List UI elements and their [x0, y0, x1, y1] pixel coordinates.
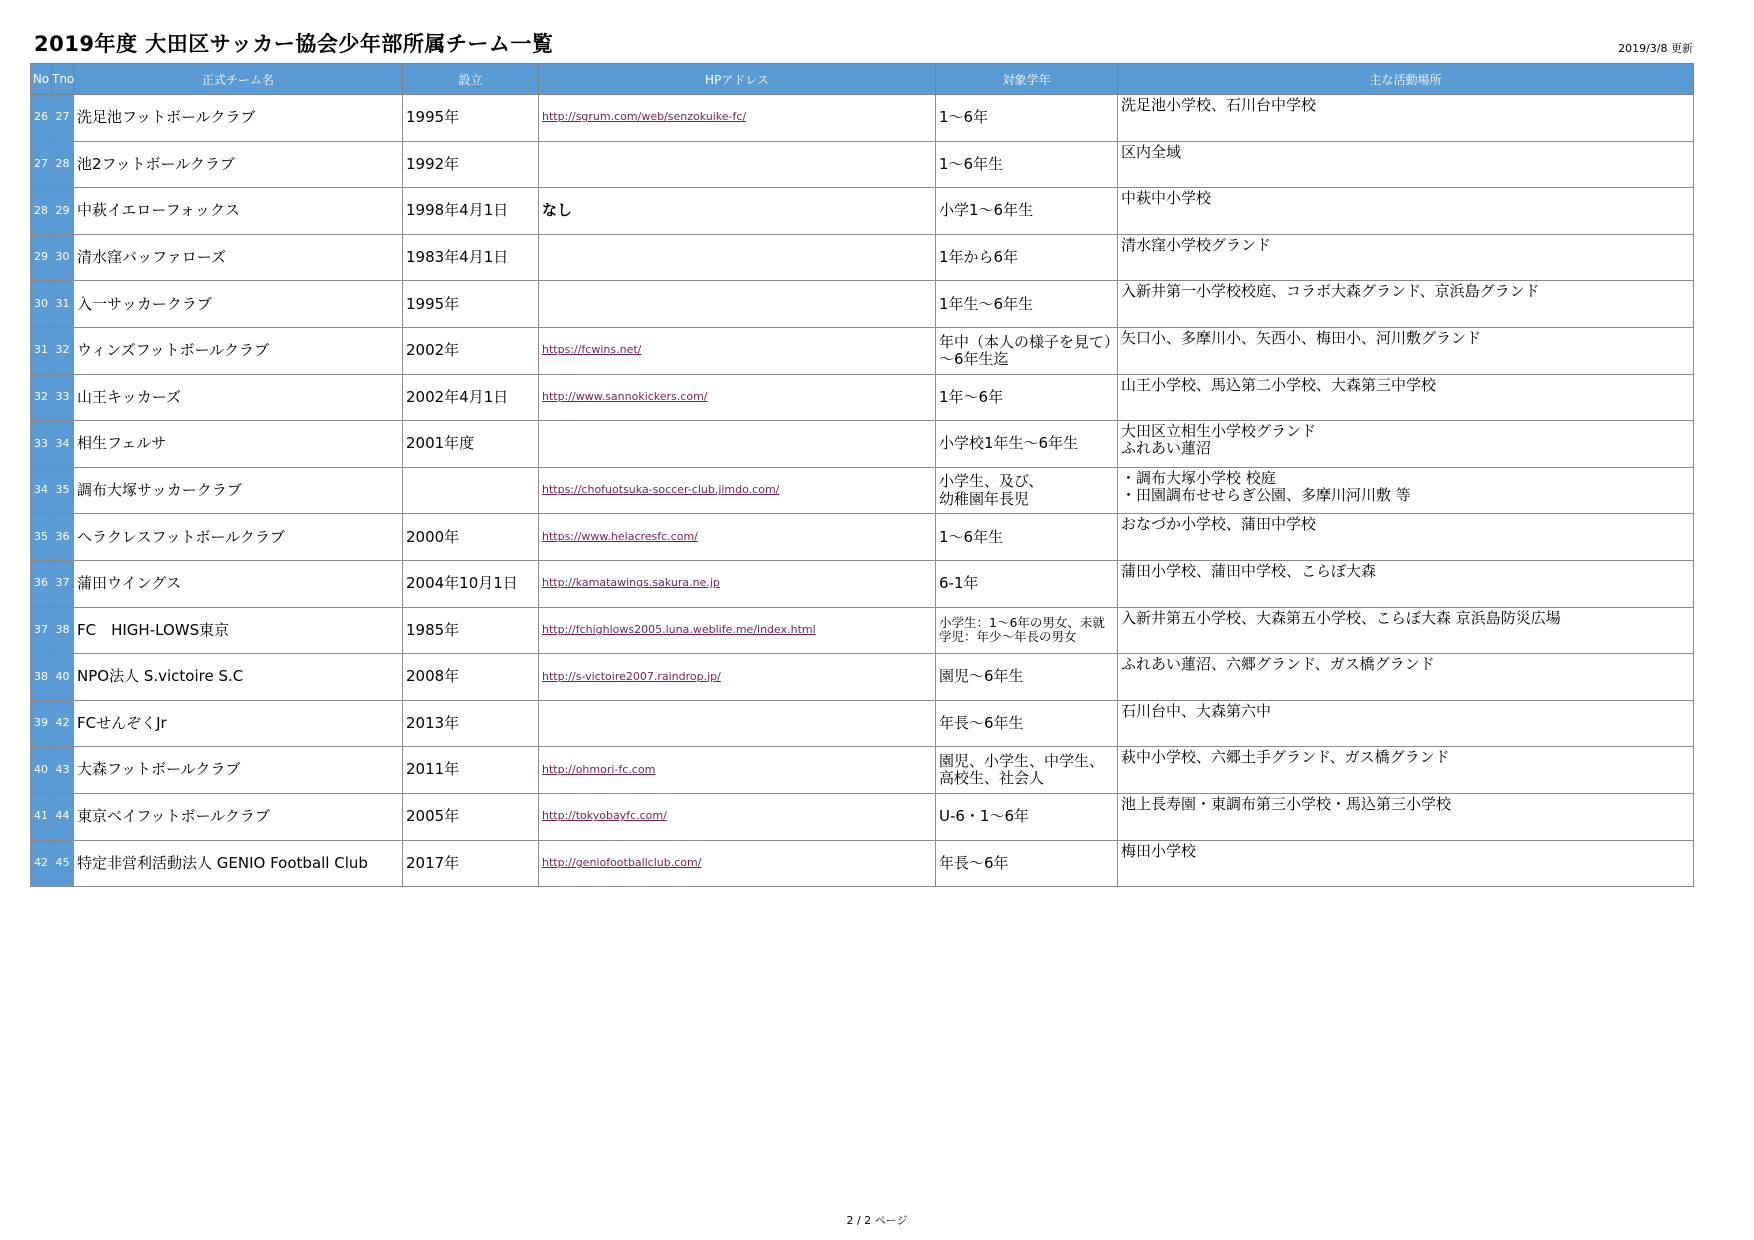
- table-row: [31, 700, 1694, 747]
- table-row: [31, 840, 1694, 887]
- table-row: [31, 514, 1694, 561]
- cell-team-name: 入一サッカークラブ: [74, 281, 403, 328]
- cell-established: 1992年: [403, 141, 539, 188]
- cell-activity-place: 山王小学校、馬込第二小学校、大森第三中学校: [1118, 374, 1694, 421]
- cell-no: 39: [31, 700, 52, 747]
- cell-no: 36: [31, 560, 52, 607]
- cell-no: 26: [31, 95, 52, 142]
- cell-tno: 34: [52, 421, 74, 468]
- cell-team-name: 清水窪バッファローズ: [74, 234, 403, 281]
- cell-activity-place: 石川台中、大森第六中: [1118, 700, 1694, 747]
- cell-team-name: 東京ベイフットボールクラブ: [74, 793, 403, 840]
- cell-hp-link[interactable]: http://tokyobayfc.com/: [539, 793, 936, 840]
- cell-no: 35: [31, 514, 52, 561]
- cell-tno: 32: [52, 327, 74, 374]
- table-row: [31, 467, 1694, 514]
- table-row: [31, 327, 1694, 374]
- cell-team-name: 相生フェルサ: [74, 421, 403, 468]
- table-row: [31, 141, 1694, 188]
- table-row: [31, 281, 1694, 328]
- cell-target-grade: 1年から6年: [936, 234, 1118, 281]
- cell-hp-link[interactable]: http://kamatawings.sakura.ne.jp: [539, 560, 936, 607]
- cell-established: 2008年: [403, 654, 539, 701]
- cell-hp-link[interactable]: http://s-victoire2007.raindrop.jp/: [539, 654, 936, 701]
- cell-target-grade: 6-1年: [936, 560, 1118, 607]
- cell-established: 1985年: [403, 607, 539, 654]
- cell-hp-link: なし: [539, 188, 936, 235]
- cell-target-grade: 年長～6年生: [936, 700, 1118, 747]
- cell-activity-place: 中萩中小学校: [1118, 188, 1694, 235]
- cell-no: 41: [31, 793, 52, 840]
- cell-established: 2013年: [403, 700, 539, 747]
- cell-team-name: NPO法人 S.victoire S.C: [74, 654, 403, 701]
- cell-activity-place: ふれあい蓮沼、六郷グランド、ガス橋グランド: [1118, 654, 1694, 701]
- cell-activity-place: 池上長寿園・東調布第三小学校・馬込第三小学校: [1118, 793, 1694, 840]
- table-row: [31, 654, 1694, 701]
- cell-team-name: 洗足池フットボールクラブ: [74, 95, 403, 142]
- cell-established: 2017年: [403, 840, 539, 887]
- table-row: [31, 188, 1694, 235]
- cell-team-name: 調布大塚サッカークラブ: [74, 467, 403, 514]
- page-title: 2019年度 大田区サッカー協会少年部所属チーム一覧: [34, 32, 554, 56]
- cell-established: 2001年度: [403, 421, 539, 468]
- cell-established: 2004年10月1日: [403, 560, 539, 607]
- cell-target-grade: 1～6年生: [936, 141, 1118, 188]
- cell-no: 27: [31, 141, 52, 188]
- cell-no: 28: [31, 188, 52, 235]
- cell-tno: 37: [52, 560, 74, 607]
- cell-established: 2011年: [403, 747, 539, 794]
- cell-tno: 40: [52, 654, 74, 701]
- table-row: [31, 793, 1694, 840]
- cell-no: 30: [31, 281, 52, 328]
- cell-tno: 43: [52, 747, 74, 794]
- cell-team-name: 蒲田ウイングス: [74, 560, 403, 607]
- updated-date: 2019/3/8 更新: [1618, 42, 1693, 55]
- cell-established: 1998年4月1日: [403, 188, 539, 235]
- cell-hp-link: [539, 700, 936, 747]
- cell-hp-link[interactable]: http://fchighlows2005.luna.weblife.me/index.html: [539, 607, 936, 654]
- cell-tno: 38: [52, 607, 74, 654]
- cell-established: [403, 467, 539, 514]
- table-row: [31, 607, 1694, 654]
- cell-no: 31: [31, 327, 52, 374]
- team-table: [30, 63, 1694, 887]
- cell-target-grade: 小学1～6年生: [936, 188, 1118, 235]
- cell-target-grade: 園児、小学生、中学生、高校生、社会人: [936, 747, 1118, 794]
- cell-team-name: 特定非営利活動法人 GENIO Football Club: [74, 840, 403, 887]
- cell-hp-link: [539, 234, 936, 281]
- cell-tno: 33: [52, 374, 74, 421]
- cell-hp-link[interactable]: http://geniofootballclub.com/: [539, 840, 936, 887]
- cell-hp-link[interactable]: https://www.helacresfc.com/: [539, 514, 936, 561]
- cell-team-name: 大森フットボールクラブ: [74, 747, 403, 794]
- cell-tno: 42: [52, 700, 74, 747]
- cell-hp-link[interactable]: https://chofuotsuka-soccer-club.jimdo.com/: [539, 467, 936, 514]
- cell-team-name: 池2フットボールクラブ: [74, 141, 403, 188]
- cell-no: 40: [31, 747, 52, 794]
- cell-established: 1995年: [403, 95, 539, 142]
- cell-target-grade: 小学生：1～6年の男女、未就学児：年少～年長の男女: [936, 607, 1118, 654]
- column-header-activity-place: 主な活動場所: [1118, 64, 1694, 95]
- cell-hp-link[interactable]: http://sgrum.com/web/senzokuike-fc/: [539, 95, 936, 142]
- cell-target-grade: 年長～6年: [936, 840, 1118, 887]
- cell-team-name: 山王キッカーズ: [74, 374, 403, 421]
- cell-activity-place: 入新井第一小学校校庭、コラボ大森グランド、京浜島グランド: [1118, 281, 1694, 328]
- cell-tno: 36: [52, 514, 74, 561]
- cell-target-grade: 1年生～6年生: [936, 281, 1118, 328]
- table-row: [31, 421, 1694, 468]
- cell-no: 29: [31, 234, 52, 281]
- table-row: [31, 374, 1694, 421]
- cell-team-name: 中萩イエローフォックス: [74, 188, 403, 235]
- cell-activity-place: 大田区立相生小学校グランド ふれあい蓮沼: [1118, 421, 1694, 468]
- cell-activity-place: 入新井第五小学校、大森第五小学校、こらぼ大森 京浜島防災広場: [1118, 607, 1694, 654]
- cell-hp-link[interactable]: https://fcwins.net/: [539, 327, 936, 374]
- cell-team-name: ヘラクレスフットボールクラブ: [74, 514, 403, 561]
- cell-team-name: ウィンズフットボールクラブ: [74, 327, 403, 374]
- cell-target-grade: 1～6年生: [936, 514, 1118, 561]
- cell-no: 32: [31, 374, 52, 421]
- cell-tno: 29: [52, 188, 74, 235]
- cell-hp-link[interactable]: http://ohmori-fc.com: [539, 747, 936, 794]
- cell-target-grade: 年中（本人の様子を見て）～6年生迄: [936, 327, 1118, 374]
- cell-no: 33: [31, 421, 52, 468]
- cell-activity-place: 清水窪小学校グランド: [1118, 234, 1694, 281]
- cell-established: 2002年: [403, 327, 539, 374]
- cell-target-grade: 1～6年: [936, 95, 1118, 142]
- column-header-tno: Tno: [52, 64, 74, 95]
- cell-activity-place: ・調布大塚小学校 校庭 ・田園調布せせらぎ公園、多摩川河川敷 等: [1118, 467, 1694, 514]
- cell-team-name: FC HIGH-LOWS東京: [74, 607, 403, 654]
- table-row: [31, 560, 1694, 607]
- cell-activity-place: 萩中小学校、六郷土手グランド、ガス橋グランド: [1118, 747, 1694, 794]
- cell-activity-place: 洗足池小学校、石川台中学校: [1118, 95, 1694, 142]
- cell-target-grade: 小学校1年生～6年生: [936, 421, 1118, 468]
- table-row: [31, 234, 1694, 281]
- cell-no: 37: [31, 607, 52, 654]
- cell-hp-link: [539, 421, 936, 468]
- cell-target-grade: 小学生、及び、 幼稚園年長児: [936, 467, 1118, 514]
- cell-no: 42: [31, 840, 52, 887]
- column-header-target-grade: 対象学年: [936, 64, 1118, 95]
- cell-no: 38: [31, 654, 52, 701]
- cell-tno: 30: [52, 234, 74, 281]
- cell-established: 2005年: [403, 793, 539, 840]
- cell-established: 2000年: [403, 514, 539, 561]
- cell-activity-place: 蒲田小学校、蒲田中学校、こらぼ大森: [1118, 560, 1694, 607]
- cell-target-grade: 1年～6年: [936, 374, 1118, 421]
- cell-activity-place: 矢口小、多摩川小、矢西小、梅田小、河川敷グランド: [1118, 327, 1694, 374]
- column-header-no: No: [31, 64, 52, 95]
- column-header-established: 設立: [403, 64, 539, 95]
- cell-activity-place: 区内全域: [1118, 141, 1694, 188]
- cell-established: 1983年4月1日: [403, 234, 539, 281]
- cell-activity-place: おなづか小学校、蒲田中学校: [1118, 514, 1694, 561]
- cell-established: 2002年4月1日: [403, 374, 539, 421]
- cell-target-grade: 園児～6年生: [936, 654, 1118, 701]
- cell-tno: 28: [52, 141, 74, 188]
- cell-tno: 31: [52, 281, 74, 328]
- cell-established: 1995年: [403, 281, 539, 328]
- table-row: [31, 95, 1694, 142]
- cell-no: 34: [31, 467, 52, 514]
- cell-hp-link: [539, 281, 936, 328]
- cell-tno: 27: [52, 95, 74, 142]
- cell-hp-link[interactable]: http://www.sannokickers.com/: [539, 374, 936, 421]
- cell-target-grade: U-6・1～6年: [936, 793, 1118, 840]
- column-header-team-name: 正式チーム名: [74, 64, 403, 95]
- cell-hp-link: [539, 141, 936, 188]
- cell-team-name: FCせんぞくJr: [74, 700, 403, 747]
- cell-tno: 45: [52, 840, 74, 887]
- page-number: 2 / 2 ページ: [846, 1214, 908, 1227]
- table-header-row: [31, 64, 1694, 95]
- cell-tno: 35: [52, 467, 74, 514]
- cell-activity-place: 梅田小学校: [1118, 840, 1694, 887]
- table-row: [31, 747, 1694, 794]
- column-header-hp-address: HPアドレス: [539, 64, 936, 95]
- cell-tno: 44: [52, 793, 74, 840]
